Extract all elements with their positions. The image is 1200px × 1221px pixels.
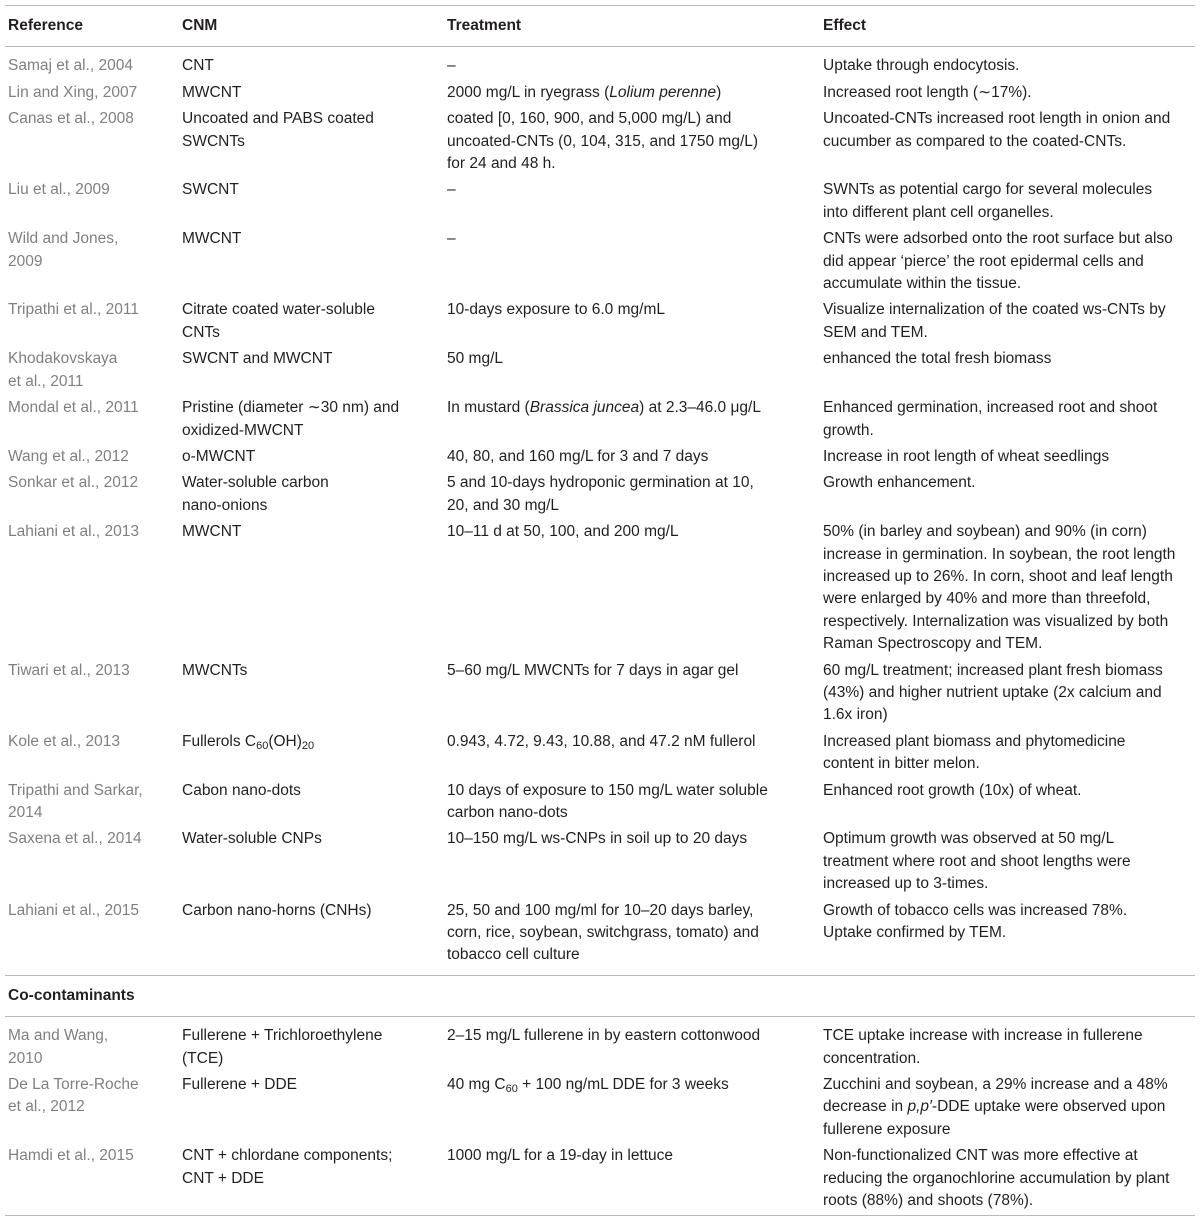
cell-line: growth. xyxy=(823,421,874,439)
cell-cnm xyxy=(179,658,444,729)
cell-line: did appear ‘pierce’ the root epidermal cells and xyxy=(823,252,1144,270)
cell-line: Growth of tobacco cells was increased 78%. xyxy=(823,901,1128,919)
cell-reference xyxy=(5,346,179,395)
table-row xyxy=(5,395,1195,444)
cell-line: CNT xyxy=(182,57,214,75)
cell-line: Citrate coated water-soluble xyxy=(182,301,375,319)
cell-line: 5–60 mg/L MWCNTs for 7 days in agar gel xyxy=(447,661,739,679)
cell-line: SWNTs as potential cargo for several molecules xyxy=(823,181,1153,199)
cell-reference xyxy=(5,297,179,346)
cell-line: 20, and 30 mg/L xyxy=(447,496,560,514)
table-row xyxy=(5,177,1195,226)
cell-treatment xyxy=(444,1017,820,1072)
cell-reference xyxy=(5,226,179,297)
cell-line: Canas et al., 2008 xyxy=(8,110,134,128)
cell-treatment xyxy=(444,47,820,80)
table-row xyxy=(5,729,1195,778)
table-row xyxy=(5,519,1195,657)
cell-effect xyxy=(820,519,1195,657)
cell-line: Kole et al., 2013 xyxy=(8,732,121,750)
cell-line: Increase in root length of wheat seedlings xyxy=(823,447,1110,465)
cell-line: CNT + chlordane components; xyxy=(182,1147,393,1165)
cell-reference xyxy=(5,729,179,778)
cell-effect xyxy=(820,106,1195,177)
cell-line: Increased root length (∼17%). xyxy=(823,83,1032,101)
cell-reference xyxy=(5,47,179,80)
cell-cnm xyxy=(179,1072,444,1143)
cell-line: Mondal et al., 2011 xyxy=(8,399,139,417)
cell-line: Liu et al., 2009 xyxy=(8,181,110,199)
cell-line: et al., 2012 xyxy=(8,1098,85,1116)
cnm-studies-table xyxy=(5,5,1195,1216)
cell-reference xyxy=(5,470,179,519)
cell-effect xyxy=(820,346,1195,395)
cell-line: MWCNT xyxy=(182,83,242,101)
cell-line: MWCNTs xyxy=(182,661,248,679)
cell-effect xyxy=(820,1017,1195,1072)
table-row xyxy=(5,898,1195,976)
cell-line: 1000 mg/L for a 19-day in lettuce xyxy=(447,1147,674,1165)
cell-line: Samaj et al., 2004 xyxy=(8,57,133,75)
cell-line: – xyxy=(447,230,456,248)
section-body xyxy=(5,975,1195,1016)
table-row xyxy=(5,778,1195,827)
cell-line: Raman Spectroscopy and TEM. xyxy=(823,635,1043,653)
section-title: Co-contaminants xyxy=(5,975,1195,1016)
cell-line: uncoated-CNTs (0, 104, 315, and 1750 mg/L) xyxy=(447,132,759,150)
cell-line: respectively. Internalization was visualized by both xyxy=(823,612,1169,630)
cell-line: (TCE) xyxy=(182,1049,224,1067)
table-row xyxy=(5,47,1195,80)
cell-treatment xyxy=(444,177,820,226)
cell-line: SWCNT xyxy=(182,181,239,199)
cell-treatment xyxy=(444,346,820,395)
table-row xyxy=(5,470,1195,519)
cell-line: Tripathi and Sarkar, xyxy=(8,781,143,799)
cell-cnm xyxy=(179,177,444,226)
cell-line: 10 days of exposure to 150 mg/L water soluble xyxy=(447,781,768,799)
cell-line: TCE uptake increase with increase in fullerene xyxy=(823,1027,1143,1045)
cell-line: Fullerene + DDE xyxy=(182,1076,298,1094)
cell-line: 2000 mg/L in ryegrass (Lolium perenne) xyxy=(447,83,722,101)
cell-line: Lin and Xing, 2007 xyxy=(8,83,138,101)
cell-line: accumulate within the tissue. xyxy=(823,275,1022,293)
cell-effect xyxy=(820,395,1195,444)
cell-line: Cabon nano-dots xyxy=(182,781,301,799)
table-row xyxy=(5,1072,1195,1143)
cell-line: 25, 50 and 100 mg/ml for 10–20 days barley, xyxy=(447,901,754,919)
cell-treatment xyxy=(444,778,820,827)
cell-line: Pristine (diameter ∼30 nm) and xyxy=(182,399,400,417)
cell-line: tobacco cell culture xyxy=(447,946,580,964)
cell-cnm xyxy=(179,106,444,177)
cell-line: nano-onions xyxy=(182,496,268,514)
cell-reference xyxy=(5,395,179,444)
cell-effect xyxy=(820,658,1195,729)
cell-line: Non-functionalized CNT was more effective at xyxy=(823,1147,1138,1165)
cell-treatment xyxy=(444,470,820,519)
cell-line: Optimum growth was observed at 50 mg/L xyxy=(823,830,1115,848)
cell-line: CNTs were adsorbed onto the root surface but also xyxy=(823,230,1173,248)
cell-effect xyxy=(820,1143,1195,1215)
cell-reference xyxy=(5,519,179,657)
cell-line: fullerene exposure xyxy=(823,1120,951,1138)
cell-line: oxidized-MWCNT xyxy=(182,421,304,439)
table-row xyxy=(5,226,1195,297)
cell-line: De La Torre-Roche xyxy=(8,1076,139,1094)
cell-line: SWCNTs xyxy=(182,132,245,150)
cell-cnm xyxy=(179,297,444,346)
cell-effect xyxy=(820,898,1195,976)
cell-cnm xyxy=(179,346,444,395)
cell-reference xyxy=(5,1017,179,1072)
table-row xyxy=(5,826,1195,897)
cell-treatment xyxy=(444,395,820,444)
cell-reference xyxy=(5,1072,179,1143)
cell-line: Uncoated and PABS coated xyxy=(182,110,374,128)
table-row xyxy=(5,1143,1195,1215)
cell-treatment xyxy=(444,80,820,106)
cell-treatment xyxy=(444,898,820,976)
cell-line: enhanced the total fresh biomass xyxy=(823,350,1052,368)
cell-line: 40 mg $C_{60} + 100$ ng/mL DDE for 3 weeks xyxy=(447,1076,729,1096)
co-contaminants-body xyxy=(5,1017,1195,1215)
cell-reference xyxy=(5,826,179,897)
cell-treatment xyxy=(444,729,820,778)
cell-reference xyxy=(5,898,179,976)
cell-line: (43%) and higher nutrient uptake (2x calcium and xyxy=(823,683,1162,701)
cell-line: Uptake confirmed by TEM. xyxy=(823,924,1007,942)
cell-line: SWCNT and MWCNT xyxy=(182,350,333,368)
cell-reference xyxy=(5,106,179,177)
cell-line: CNTs xyxy=(182,323,220,341)
cell-line: SEM and TEM. xyxy=(823,323,928,341)
cell-line: Wang et al., 2012 xyxy=(8,447,129,465)
cell-line: Fullerols $C_{60}(OH)_{20}$ xyxy=(182,732,315,752)
cell-line: 10-days exposure to 6.0 mg/mL xyxy=(447,301,665,319)
cell-line: Uncoated-CNTs increased root length in onion and xyxy=(823,110,1171,128)
cell-treatment xyxy=(444,226,820,297)
cell-line: Increased plant biomass and phytomedicine xyxy=(823,732,1126,750)
cell-line: Fullerene + Trichloroethylene xyxy=(182,1027,383,1045)
cell-line: 10–11 d at 50, 100, and 200 mg/L xyxy=(447,523,679,541)
cell-line: Hamdi et al., 2015 xyxy=(8,1147,134,1165)
cell-line: 2014 xyxy=(8,804,43,821)
header-treatment: Treatment xyxy=(444,6,820,47)
cell-line: o-MWCNT xyxy=(182,447,256,465)
header-row xyxy=(5,6,1195,47)
table-row xyxy=(5,1017,1195,1072)
cell-line: Growth enhancement. xyxy=(823,474,976,492)
cell-line: Enhanced germination, increased root and shoot xyxy=(823,399,1158,417)
cell-line: carbon nano-dots xyxy=(447,804,568,821)
cell-cnm xyxy=(179,1017,444,1072)
cell-cnm xyxy=(179,470,444,519)
cell-treatment xyxy=(444,826,820,897)
cell-line: et al., 2011 xyxy=(8,372,84,390)
cell-treatment xyxy=(444,1072,820,1143)
cell-line: content in bitter melon. xyxy=(823,755,980,773)
cell-line: concentration. xyxy=(823,1049,921,1067)
cell-line: 2010 xyxy=(8,1049,43,1067)
cell-cnm xyxy=(179,826,444,897)
table-row xyxy=(5,106,1195,177)
cell-reference xyxy=(5,80,179,106)
cell-cnm xyxy=(179,395,444,444)
cell-cnm xyxy=(179,226,444,297)
cell-line: 0.943, 4.72, 9.43, 10.88, and 47.2 nM fullerol xyxy=(447,732,756,750)
section-row xyxy=(5,975,1195,1016)
cell-reference xyxy=(5,1143,179,1215)
cell-cnm xyxy=(179,80,444,106)
table-row xyxy=(5,346,1195,395)
cell-line: 2009 xyxy=(8,252,43,270)
header-reference: Reference xyxy=(5,6,179,47)
table-row xyxy=(5,658,1195,729)
cell-line: Zucchini and soybean, a 29% increase and a 48% xyxy=(823,1076,1168,1094)
cell-line: Visualize internalization of the coated ws-CNTs by xyxy=(823,301,1166,319)
cell-line: corn, rice, soybean, switchgrass, tomato) and xyxy=(447,924,759,942)
table-header xyxy=(5,6,1195,47)
cell-line: Sonkar et al., 2012 xyxy=(8,474,139,492)
cell-effect xyxy=(820,80,1195,106)
main-table-body xyxy=(5,47,1195,975)
cell-line: Ma and Wang, xyxy=(8,1027,109,1045)
cell-effect xyxy=(820,1072,1195,1143)
cell-cnm xyxy=(179,519,444,657)
cell-line: Khodakovskaya xyxy=(8,350,118,368)
cell-line: Uptake through endocytosis. xyxy=(823,57,1020,75)
cell-line: – xyxy=(447,181,456,199)
cell-effect xyxy=(820,47,1195,80)
cell-line: Water-soluble CNPs xyxy=(182,830,322,848)
cell-line: MWCNT xyxy=(182,230,242,248)
cell-treatment xyxy=(444,658,820,729)
cell-line: CNT + DDE xyxy=(182,1169,264,1187)
cell-line: Lahiani et al., 2015 xyxy=(8,901,139,919)
cell-reference xyxy=(5,177,179,226)
cell-line: for 24 and 48 h. xyxy=(447,155,556,173)
cell-effect xyxy=(820,826,1195,897)
cell-line: 1.6x iron) xyxy=(823,706,888,724)
cell-line: MWCNT xyxy=(182,523,242,541)
cell-effect xyxy=(820,297,1195,346)
cell-line: Tripathi et al., 2011 xyxy=(8,301,139,319)
cell-effect xyxy=(820,177,1195,226)
cell-line: Enhanced root growth (10x) of wheat. xyxy=(823,781,1082,799)
cell-cnm xyxy=(179,1143,444,1215)
cell-reference xyxy=(5,658,179,729)
header-effect: Effect xyxy=(820,6,1195,47)
cell-cnm xyxy=(179,729,444,778)
cell-treatment xyxy=(444,106,820,177)
cell-line: 2–15 mg/L fullerene in by eastern cottonwood xyxy=(447,1027,761,1045)
cell-line: into different plant cell organelles. xyxy=(823,203,1054,221)
table-row xyxy=(5,444,1195,470)
cell-cnm xyxy=(179,47,444,80)
cell-line: increased up to 26%. In corn, shoot and leaf length xyxy=(823,567,1173,585)
cell-treatment xyxy=(444,297,820,346)
cell-line: 50 mg/L xyxy=(447,350,504,368)
cell-line: – xyxy=(447,57,456,75)
cell-line: increase in germination. In soybean, the root length xyxy=(823,545,1176,563)
cell-line: Saxena et al., 2014 xyxy=(8,830,142,848)
cell-reference xyxy=(5,778,179,827)
cell-cnm xyxy=(179,778,444,827)
cell-line: Carbon nano-horns (CNHs) xyxy=(182,901,372,919)
cell-line: 5 and 10-days hydroponic germination at 10, xyxy=(447,474,754,492)
table-row xyxy=(5,80,1195,106)
cell-reference xyxy=(5,444,179,470)
cell-line: coated [0, 160, 900, and 5,000 mg/L) and xyxy=(447,110,732,128)
cell-cnm xyxy=(179,898,444,976)
cell-effect xyxy=(820,778,1195,827)
cell-line: Water-soluble carbon xyxy=(182,474,329,492)
cell-line: roots (88%) and shoots (78%). xyxy=(823,1192,1034,1210)
cell-line: Lahiani et al., 2013 xyxy=(8,523,139,541)
cell-line: Tiwari et al., 2013 xyxy=(8,661,130,679)
cell-line: Wild and Jones, xyxy=(8,230,119,248)
cell-treatment xyxy=(444,1143,820,1215)
cell-line: cucumber as compared to the coated-CNTs. xyxy=(823,132,1127,150)
cell-line: decrease in p,p′-DDE uptake were observed upon xyxy=(823,1098,1166,1116)
cell-treatment xyxy=(444,444,820,470)
cell-line: 60 mg/L treatment; increased plant fresh biomass xyxy=(823,661,1163,679)
cell-effect xyxy=(820,226,1195,297)
cell-effect xyxy=(820,729,1195,778)
cell-effect xyxy=(820,470,1195,519)
cell-line: treatment where root and shoot lengths were xyxy=(823,852,1131,870)
cell-line: In mustard (Brassica juncea) at 2.3–46.0 μg/L xyxy=(447,399,761,417)
cell-line: reducing the organochlorine accumulation by plant xyxy=(823,1169,1170,1187)
table-row xyxy=(5,297,1195,346)
cell-treatment xyxy=(444,519,820,657)
cell-line: 50% (in barley and soybean) and 90% (in corn) xyxy=(823,523,1147,541)
cell-cnm xyxy=(179,444,444,470)
data-table-container xyxy=(5,5,1195,1216)
cell-effect xyxy=(820,444,1195,470)
cell-line: 10–150 mg/L ws-CNPs in soil up to 20 days xyxy=(447,830,748,848)
cell-line: 40, 80, and 160 mg/L for 3 and 7 days xyxy=(447,447,709,465)
cell-line: increased up to 3-times. xyxy=(823,875,989,893)
header-cnm: CNM xyxy=(179,6,444,47)
cell-line: were enlarged by 40% and more than threefold, xyxy=(823,590,1151,608)
